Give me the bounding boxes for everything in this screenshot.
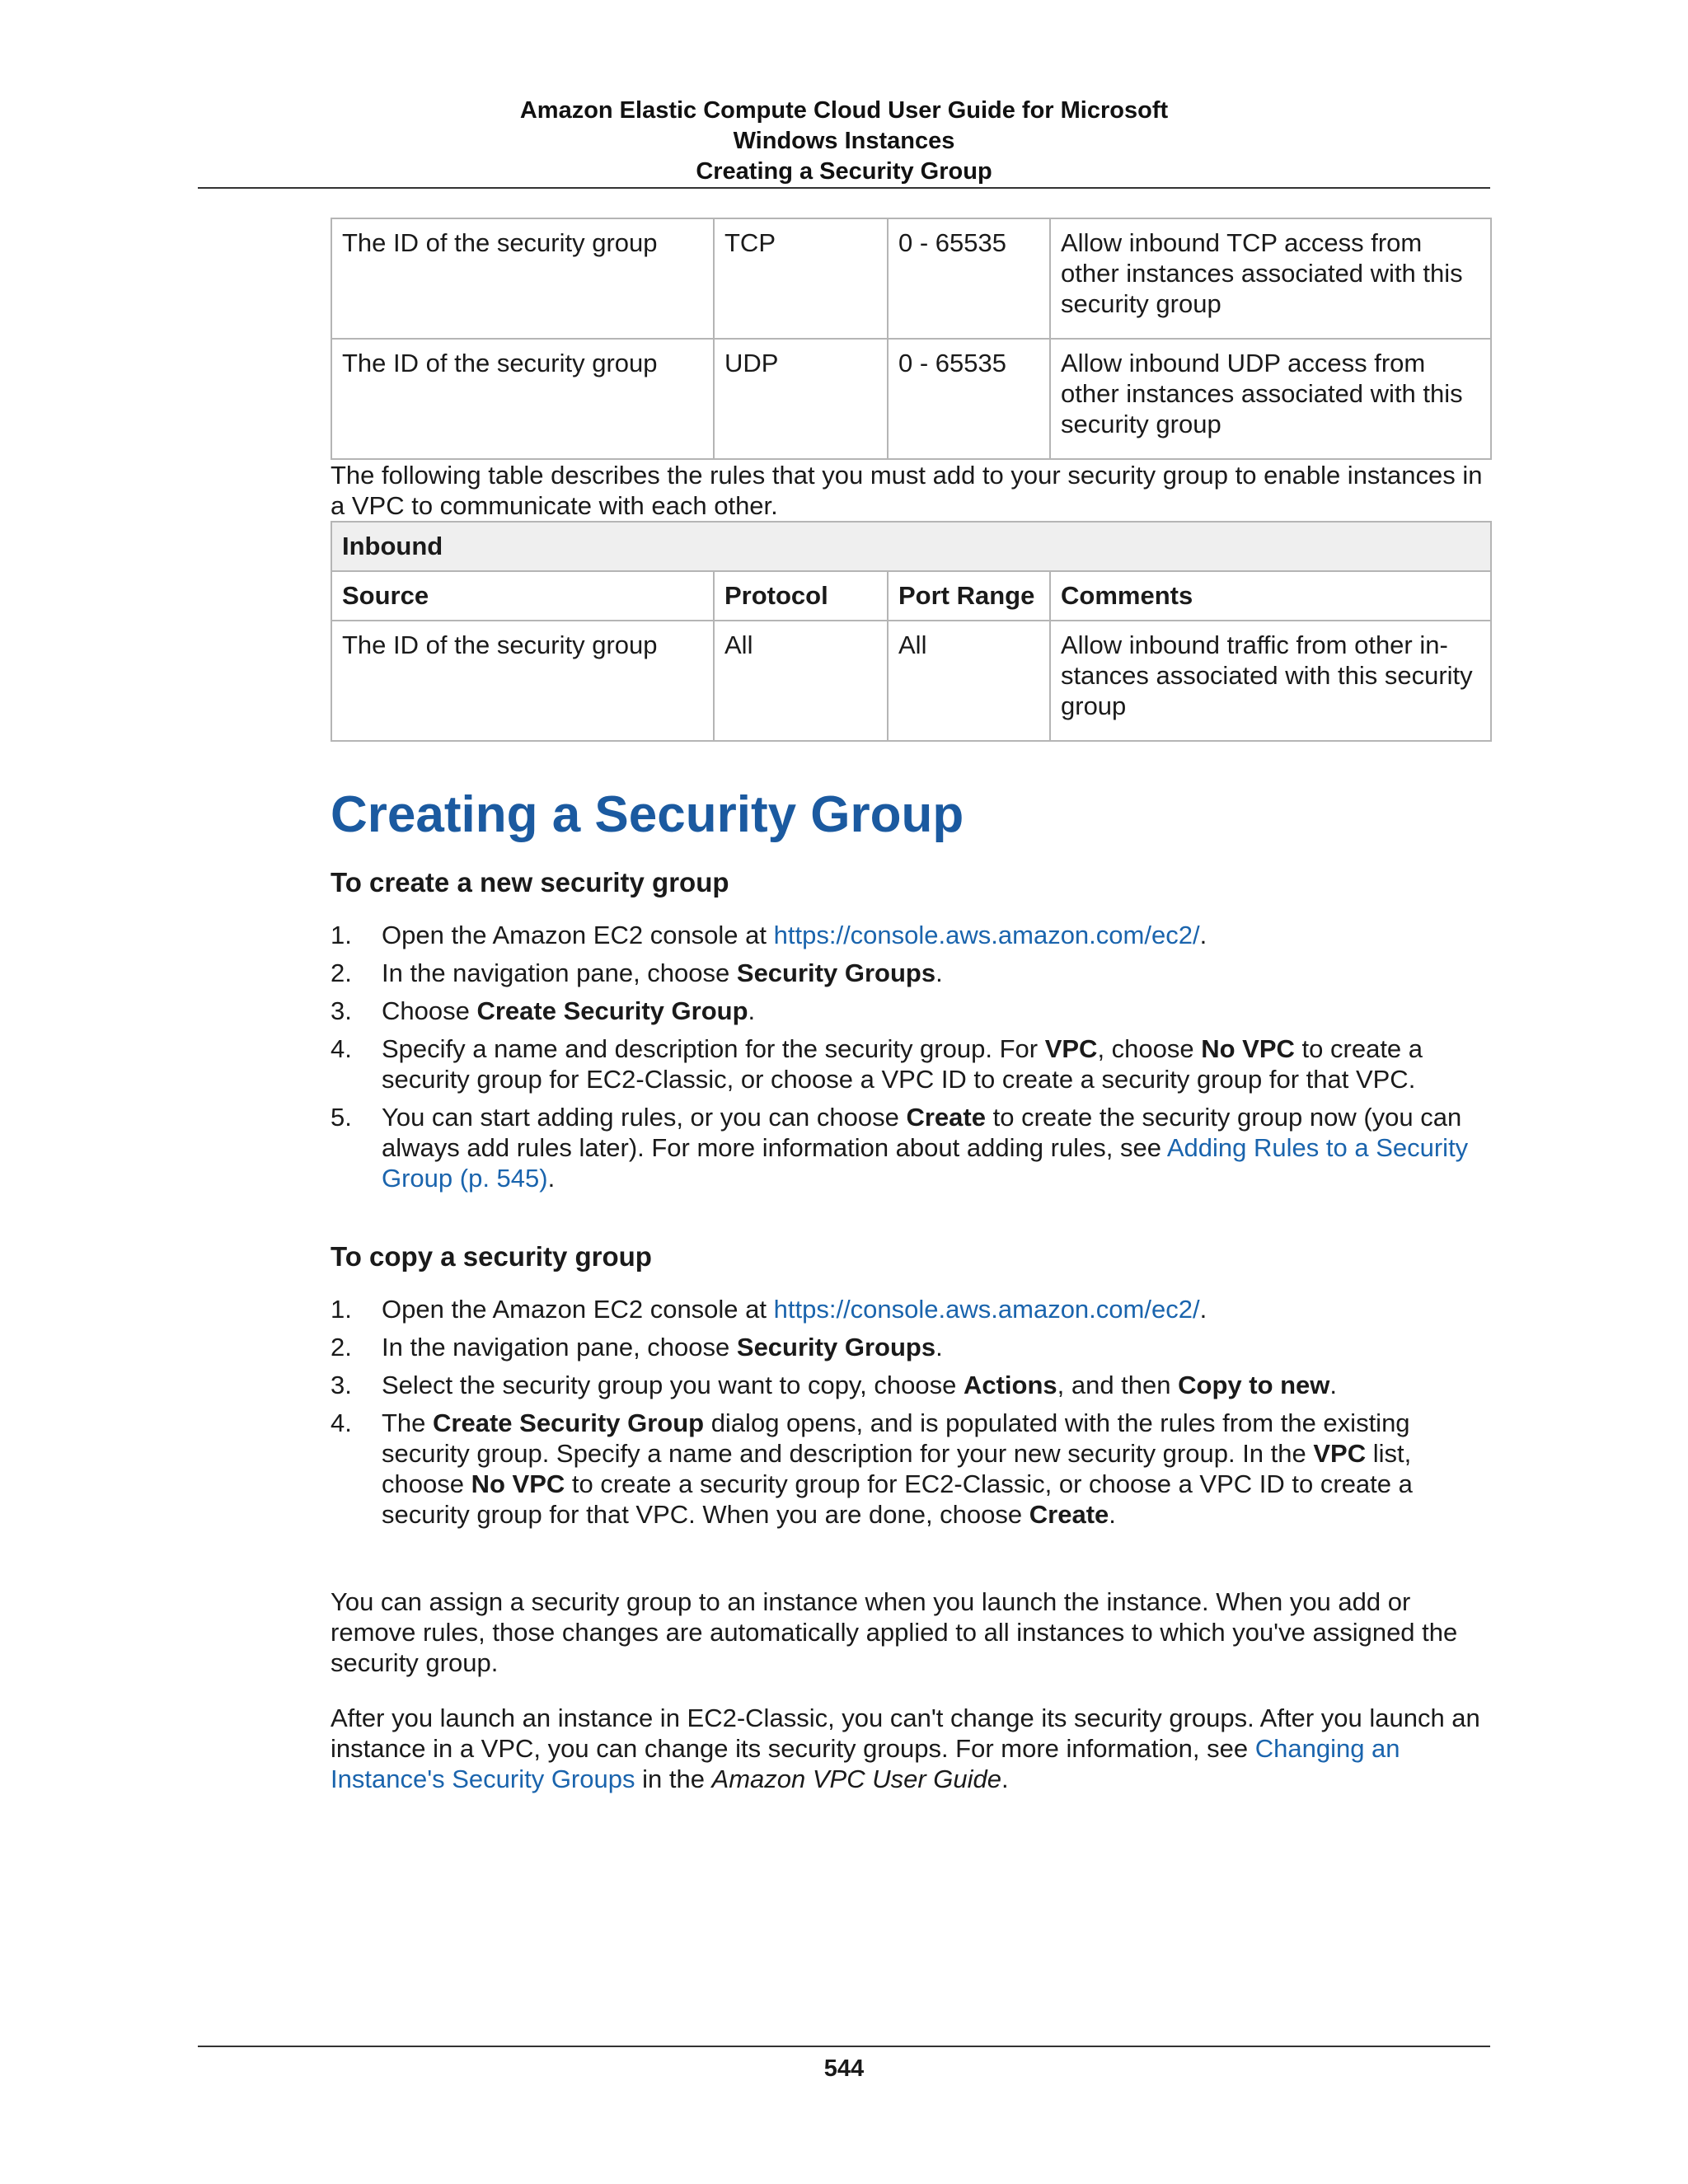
list-item xyxy=(331,1102,1490,1193)
table-caption-row xyxy=(331,522,1491,571)
intro-paragraph: The following table describes the rules that you must add to your security group to enable instances in a VPC to communicate with each other. xyxy=(331,461,1483,520)
step-text: list, choose xyxy=(382,1439,1412,1498)
ui-term: Actions xyxy=(963,1371,1057,1399)
step-text: . xyxy=(1199,1295,1207,1324)
port-range-cell: All xyxy=(888,621,1050,741)
procedure-title-copy: To copy a security group xyxy=(331,1241,652,1272)
step-text: , choose xyxy=(1097,1034,1202,1063)
list-item xyxy=(331,1294,1490,1324)
step-text: You can start adding rules, or you can choose xyxy=(382,1103,907,1132)
rules-table-continued xyxy=(331,218,1492,460)
source-cell: The ID of the security group xyxy=(331,218,714,339)
step-text: to create a security group for EC2-Classic, or choose a VPC ID to create a security group for that VPC. When you are done, choose xyxy=(382,1469,1413,1529)
paragraph-text: After you launch an instance in EC2-Classic, you can't change its security groups. After you launch an instance in a VPC, you can change its security groups. For more information, see xyxy=(331,1704,1480,1763)
column-header-port-range: Port Range xyxy=(888,571,1050,621)
list-item xyxy=(331,1033,1490,1094)
ec2-console-link[interactable]: https://console.aws.amazon.com/ec2/ xyxy=(773,921,1200,949)
step-number: 1. xyxy=(331,921,352,949)
ui-term: Create Security Group xyxy=(433,1408,705,1437)
ec2-console-link[interactable]: https://console.aws.amazon.com/ec2/ xyxy=(773,1295,1200,1324)
step-number: 3. xyxy=(331,996,352,1025)
ui-term: Copy to new xyxy=(1178,1371,1330,1399)
ui-term: Create xyxy=(906,1103,986,1132)
step-text: . xyxy=(748,996,756,1025)
step-text: . xyxy=(1199,921,1207,949)
protocol-cell: UDP xyxy=(714,339,888,459)
ui-term: Create xyxy=(1029,1500,1109,1529)
table-caption: Inbound xyxy=(331,522,1491,571)
section-title: Creating a Security Group xyxy=(331,786,964,843)
port-range-cell: 0 - 65535 xyxy=(888,218,1050,339)
paragraph-text: in the xyxy=(635,1765,712,1793)
step-number: 1. xyxy=(331,1295,352,1324)
step-text: Select the security group you want to copy, choose xyxy=(382,1371,964,1399)
copy-steps-list xyxy=(331,1294,1490,1530)
step-text: In the navigation pane, choose xyxy=(382,958,737,987)
step-text: . xyxy=(1109,1500,1116,1529)
step-number: 2. xyxy=(331,958,352,987)
step-text: , and then xyxy=(1057,1371,1179,1399)
table-row xyxy=(331,218,1491,339)
ui-term: Create Security Group xyxy=(476,996,748,1025)
running-header xyxy=(198,96,1490,187)
vpc-inbound-rules-table xyxy=(331,521,1492,742)
table-row xyxy=(331,621,1491,741)
protocol-cell: TCP xyxy=(714,218,888,339)
step-text: Open the Amazon EC2 console at xyxy=(382,1295,774,1324)
step-text: In the navigation pane, choose xyxy=(382,1333,737,1361)
table-row xyxy=(331,339,1491,459)
adding-rules-link[interactable]: Adding Rules to a Security Group (p. 545) xyxy=(382,1133,1469,1193)
list-item xyxy=(331,1370,1490,1400)
guide-title: Amazon VPC User Guide xyxy=(711,1765,1002,1793)
step-text: to create a security group for EC2-Classic, or choose a VPC ID to create a security group for that VPC. xyxy=(382,1034,1423,1094)
changing-security-groups-link[interactable]: Changing an Instance's Security Groups xyxy=(331,1734,1400,1793)
page-content xyxy=(331,218,1490,1794)
step-text: . xyxy=(935,958,943,987)
ui-term: No VPC xyxy=(1201,1034,1295,1063)
footer-divider xyxy=(198,2046,1490,2047)
table-header-row xyxy=(331,571,1491,621)
ui-term: VPC xyxy=(1044,1034,1098,1063)
port-range-cell: 0 - 65535 xyxy=(888,339,1050,459)
step-text: dialog opens, and is populated with the rules from the existing security group. Specify a name and description for your new security group. In the xyxy=(382,1408,1410,1468)
paragraph-text: . xyxy=(1001,1765,1009,1793)
list-item xyxy=(331,920,1490,950)
step-text: Specify a name and description for the security group. For xyxy=(382,1034,1045,1063)
column-header-source: Source xyxy=(331,571,714,621)
list-item xyxy=(331,1332,1490,1362)
step-number: 2. xyxy=(331,1333,352,1361)
step-text: Choose xyxy=(382,996,477,1025)
header-line-3: Creating a Security Group xyxy=(696,158,992,185)
column-header-comments: Comments xyxy=(1050,571,1491,621)
after-launch-paragraph xyxy=(331,1703,1490,1794)
step-text: . xyxy=(547,1164,556,1193)
column-header-protocol: Protocol xyxy=(714,571,888,621)
step-text: . xyxy=(1329,1371,1338,1399)
ui-term: Security Groups xyxy=(736,958,936,987)
header-divider xyxy=(198,187,1490,189)
source-cell: The ID of the security group xyxy=(331,339,714,459)
step-number: 5. xyxy=(331,1103,352,1132)
page-number: 544 xyxy=(823,2055,865,2082)
list-item xyxy=(331,958,1490,988)
comments-cell: Allow inbound TCP access from other instances associated with this security group xyxy=(1050,218,1491,339)
step-text: . xyxy=(935,1333,943,1361)
ui-term: Security Groups xyxy=(736,1333,936,1361)
protocol-cell: All xyxy=(714,621,888,741)
header-line-2: Windows Instances xyxy=(733,128,955,154)
procedure-title-create: To create a new security group xyxy=(331,867,729,898)
step-number: 3. xyxy=(331,1371,352,1399)
step-number: 4. xyxy=(331,1034,352,1063)
create-steps-list xyxy=(331,920,1490,1193)
step-text: The xyxy=(382,1408,434,1437)
comments-cell: Allow inbound traffic from other in- stances associated with this security group xyxy=(1050,621,1491,741)
ui-term: No VPC xyxy=(471,1469,565,1498)
step-text: to create the security group now (you can always add rules later). For more information about adding rules, see xyxy=(382,1103,1462,1162)
header-line-1: Amazon Elastic Compute Cloud User Guide for Microsoft xyxy=(519,97,1169,124)
ui-term: VPC xyxy=(1313,1439,1367,1468)
assign-paragraph: You can assign a security group to an instance when you launch the instance. When you add or remove rules, those changes are automatically applied to all instances to which you've assigned the security group. xyxy=(331,1587,1458,1677)
list-item xyxy=(331,996,1490,1026)
step-number: 4. xyxy=(331,1408,352,1437)
list-item xyxy=(331,1408,1490,1530)
step-text: Open the Amazon EC2 console at xyxy=(382,921,774,949)
comments-cell: Allow inbound UDP access from other instances associated with this security group xyxy=(1050,339,1491,459)
source-cell: The ID of the security group xyxy=(331,621,714,741)
